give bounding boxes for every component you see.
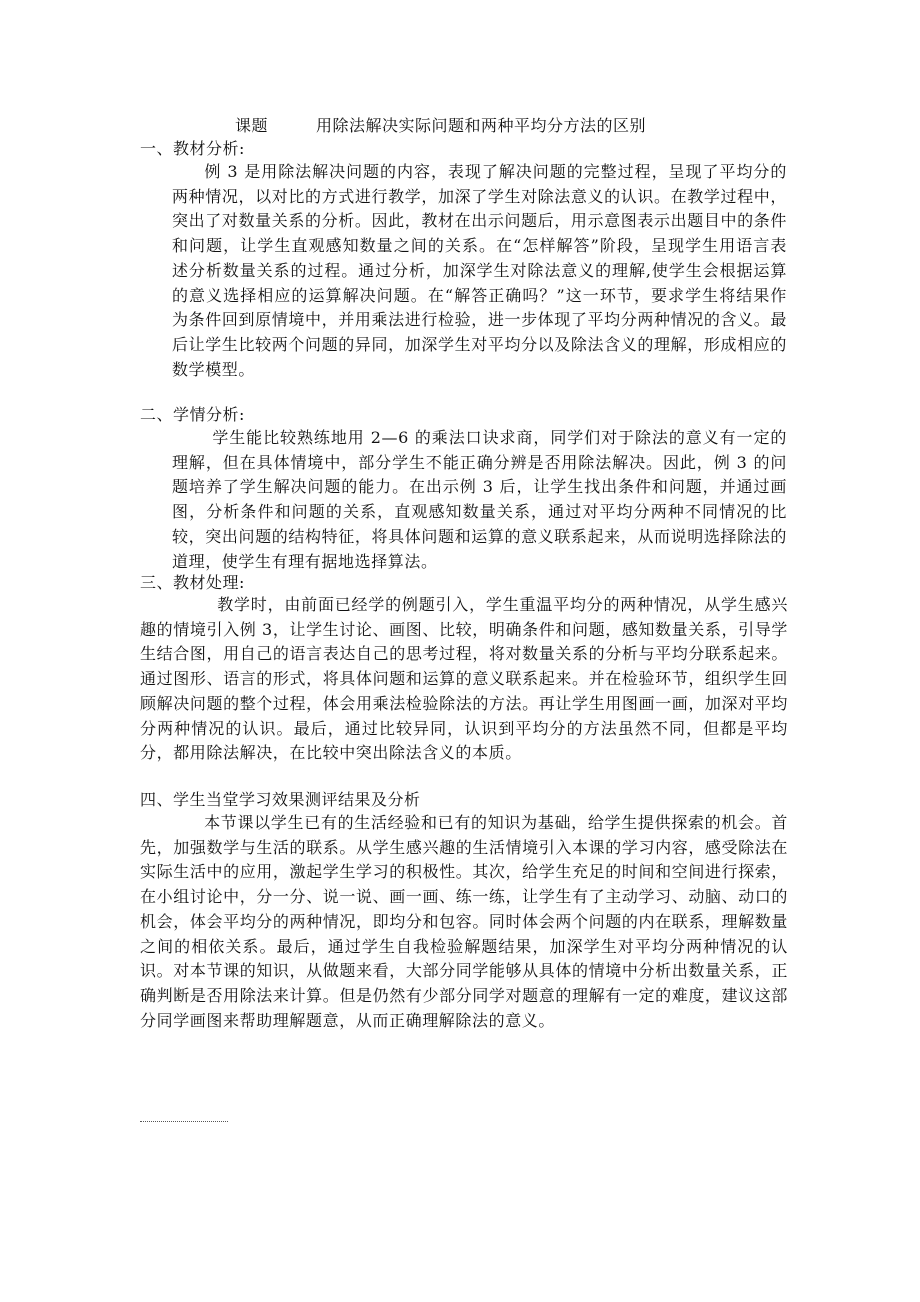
section-2-text: 学生能比较熟练地用 2—6 的乘法口诀求商，同学们对于除法的意义有一定的理解，但在具体情境中，部分学生不能正确分辨是否用除法解决。因此，例 3 的问题培养了学生解决问题的能力。在出示例 3 后，让学生找出条件和问题，并通过画图，分析条件和问题的关系，直观感知数量关系，通过对平均分两种不同情况的比较，突出问题的结构特征，将具体问题和运算的意义联系起来，从而说明选择除法的道理，使学生有理有据地选择算法。 xyxy=(172,428,787,571)
section-4-paragraph xyxy=(140,811,788,1033)
document-title xyxy=(235,113,646,136)
section-1-heading: 一、教材分析: xyxy=(140,139,245,158)
footnote-separator xyxy=(140,1121,228,1122)
section-2-heading: 二、学情分析: xyxy=(140,405,245,424)
title-text: 用除法解决实际问题和两种平均分方法的区别 xyxy=(316,116,647,135)
section-4-heading: 四、学生当堂学习效果测评结果及分析 xyxy=(140,790,421,809)
section-4-text: 本节课以学生已有的生活经验和已有的知识为基础，给学生提供探索的机会。首先，加强数学与生活的联系。从学生感兴趣的生活情境引入本课的学习内容，感受除法在实际生活中的应用，激起学生学习的积极性。其次，给学生充足的时间和空间进行探索，在小组讨论中，分一分、说一说、画一画、练一练，让学生有了主动学习、动脑、动口的机会，体会平均分的两种情况，即均分和包容。同时体会两个问题的内在联系，理解数量之间的相依关系。最后，通过学生自我检验解题结果，加深学生对平均分两种情况的认识。对本节课的知识，从做题来看，大部分同学能够从具体的情境中分析出数量关系，正确判断是否用除法来计算。但是仍然有少部分同学对题意的理解有一定的难度，建议这部分同学画图来帮助理解题意，从而正确理解除法的意义。 xyxy=(140,813,788,1030)
section-2-paragraph xyxy=(172,426,787,574)
section-3-text: 教学时，由前面已经学的例题引入，学生重温平均分的两种情况，从学生感兴趣的情境引入例 3，让学生讨论、画图、比较，明确条件和问题，感知数量关系，引导学生结合图，用自己的语言表达自己的思考过程，将对数量关系的分析与平均分联系起来。通过图形、语言的形式，将具体问题和运算的意义联系起来。并在检验环节，组织学生回顾解决问题的整个过程，体会用乘法检验除法的方法。再让学生用图画一画，加深对平均分两种情况的认识。最后，通过比较异同，认识到平均分的方法虽然不同，但都是平均分，都用除法解决，在比较中突出除法含义的本质。 xyxy=(140,595,788,763)
section-1-text: 例 3 是用除法解决问题的内容，表现了解决问题的完整过程，呈现了平均分的两种情况，以对比的方式进行教学，加深了学生对除法意义的认识。在教学过程中，突出了对数量关系的分析。因此，教材在出示问题后，用示意图表示出题目中的条件和问题，让学生直观感知数量之间的关系。在“怎样解答”阶段，呈现学生用语言表述分析数量关系的过程。通过分析，加深学生对除法意义的理解,使学生会根据运算的意义选择相应的运算解决问题。在“解答正确吗？”这一环节，要求学生将结果作为条件回到原情境中，并用乘法进行检验，进一步体现了平均分两种情况的含义。最后让学生比较两个问题的异同，加深学生对平均分以及除法含义的理解，形成相应的数学模型。 xyxy=(172,162,787,379)
section-3-paragraph xyxy=(140,593,788,766)
section-1-paragraph xyxy=(172,160,787,382)
title-label: 课题 xyxy=(235,116,269,135)
section-3-heading: 三、教材处理: xyxy=(140,573,245,592)
